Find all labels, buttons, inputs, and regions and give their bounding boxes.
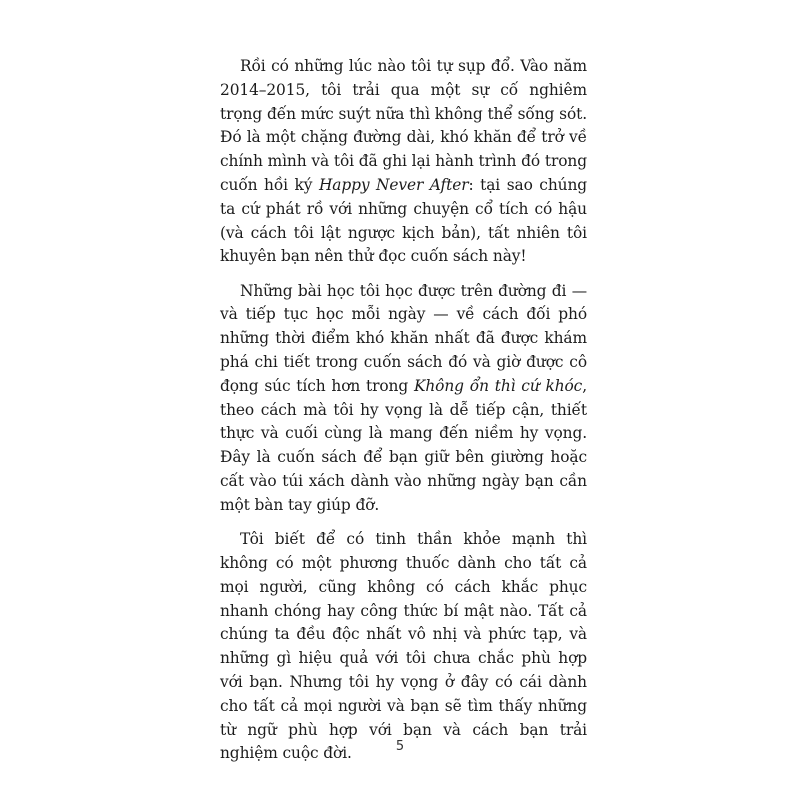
paragraph-2-text-b: , theo cách mà tôi hy vọng là dễ tiếp cận, thiết thực và cuối cùng là mang đến niềm hy vọng. Đây là cuốn sách để bạn giữ bên giường hoặc cất vào túi xách dành vào những ngày bạn cần một bàn tay giúp đỡ. — [220, 376, 588, 514]
paragraph-2 — [220, 280, 587, 518]
paragraph-3 — [220, 528, 587, 766]
paragraph-1 — [220, 55, 587, 269]
paragraph-1-text-a: Rồi có những lúc nào tôi tự sụp đổ. Vào năm 2014–2015, tôi trải qua một sự cố nghiêm trọng đến mức suýt nữa thì không thể sống sót. Đó là một chặng đường dài, khó khăn để trở về chính mình và tôi đã ghi lại hành trình đó trong cuốn hồi ký — [220, 57, 587, 194]
page-number: 5 — [395, 739, 405, 754]
paragraph-3-text: Tôi biết để có tinh thần khỏe mạnh thì không có một phương thuốc dành cho tất cả mọi người, cũng không có cách khắc phục nhanh chóng hay công thức bí mật nào. Tất cả chúng ta đều độc nhất vô nhị và phức tạp, và những gì hiệu quả với tôi chưa chắc phù hợp với bạn. Nhưng tôi hy vọng ở đây có cái dành cho tất cả mọi người và bạn sẽ tìm thấy những từ ngữ phù hợp với bạn và cách bạn trải nghiệm cuộc đời. — [220, 530, 587, 763]
book-title-khong-on-thi-cu-khoc: Không ổn thì cứ khóc — [413, 376, 583, 395]
paragraph-2-text-a: Những bài học tôi học được trên đường đi — và tiếp tục học mỗi ngày — về cách đối phó những thời điểm khó khăn nhất đã được khám phá chi tiết trong cuốn sách đó và giờ được cô đọng súc tích hơn trong — [220, 281, 587, 395]
paragraph-1-text-b: : tại sao chúng ta cứ phát rồ với những chuyện cổ tích có hậu (và cách tôi lật ngược kịch bản), tất nhiên tôi khuyên bạn nên thử đọc cuốn sách này! — [220, 175, 588, 266]
book-title-happy-never-after: Happy Never After — [318, 175, 469, 194]
body-text — [220, 55, 587, 777]
